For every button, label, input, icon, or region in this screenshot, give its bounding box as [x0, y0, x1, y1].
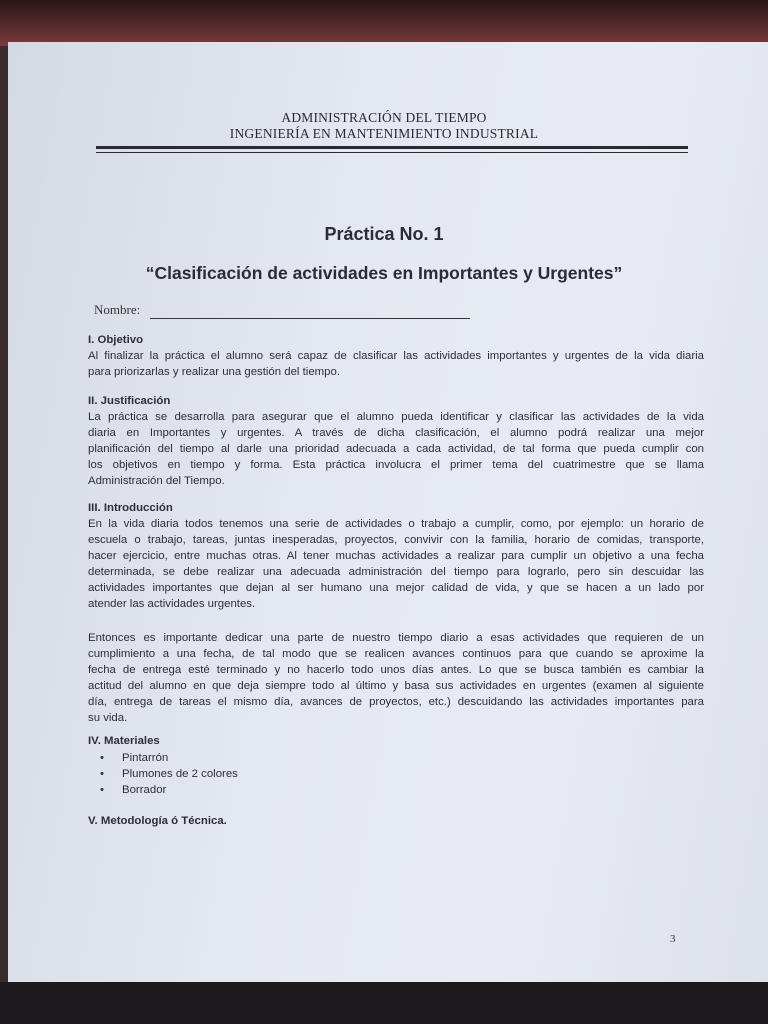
text-line: cumplimiento a una fecha, de tal modo que se realicen avances continuos para que cuando se aproxime la [88, 648, 704, 660]
header-rule-thin [96, 152, 688, 153]
bullet-icon: • [100, 752, 104, 764]
section-materiales [88, 733, 704, 749]
text-line: hacer ejercicio, entre muchas otras. Al tener muchas actividades a realizar para cumplir un objetivo a una fecha [88, 550, 704, 562]
text-line: Entonces es importante dedicar una parte de nuestro tiempo diario a esas actividades que requieren de un [88, 632, 704, 644]
photo-background-top [0, 0, 768, 46]
text-line: su vida. [88, 712, 128, 724]
text-line: determinada, se debe realizar una adecuada administración del tiempo para lograrlo, pero sin descuidar las [88, 566, 704, 578]
name-blank-line[interactable] [150, 318, 470, 319]
header-line-1: ADMINISTRACIÓN DEL TIEMPO [281, 110, 487, 125]
section-heading: V. Metodología ó Técnica. [88, 815, 227, 827]
text-line: planificación del tiempo al darle una prioridad adecuada a cada actividad, de tal forma que pueda cumplir con [88, 443, 704, 455]
section-objetivo [88, 332, 704, 380]
photo-background-bottom [0, 982, 768, 1024]
text-line: para priorizarlas y realizar una gestión del tiempo. [88, 366, 340, 378]
text-line: diaria en Importantes y urgentes. A través de dicha clasificación, el alumno podrá realizar una mejor [88, 427, 704, 439]
text-line: Administración del Tiempo. [88, 475, 225, 487]
section-heading: I. Objetivo [88, 334, 144, 346]
section-justificacion [88, 393, 704, 489]
text-line: los objetivos en tiempo y forma. Esta práctica involucra el primer tema del cuatrimestre que se llama [88, 459, 704, 471]
name-label: Nombre: [94, 302, 141, 317]
text-line: actitud del alumno en que deja siempre todo al último y basa sus actividades en urgentes (examen al siguiente [88, 680, 704, 692]
text-line: día, entrega de tareas el mismo día, avances de proyectos, etc.) descuidando las actividades importantes para [88, 696, 704, 708]
practice-title: Práctica No. 1 [324, 224, 444, 244]
section-heading: III. Introducción [88, 502, 173, 514]
section-heading: II. Justificación [88, 395, 171, 407]
section-metodologia [88, 813, 704, 829]
list-item: • Plumones de 2 colores [100, 768, 238, 780]
section-introduccion [88, 500, 704, 726]
text-line: fecha de entrega esté terminado y no hacerlo todo unos días antes. Lo que se busca también es cambiar la [88, 664, 704, 676]
practice-subtitle: “Clasificación de actividades en Importantes y Urgentes” [145, 263, 623, 283]
text-line: atender las actividades urgentes. [88, 598, 256, 610]
text-line: actividades importantes que dejan al ser humano una mejor calidad de vida, y que se hacen a un lado por [88, 582, 704, 594]
header-line-2: INGENIERÍA EN MANTENIMIENTO INDUSTRIAL [229, 126, 539, 141]
text-line: En la vida diaria todos tenemos una serie de actividades o trabajo a cumplir, como, por ejemplo: un horario de [88, 518, 704, 530]
bullet-icon: • [100, 784, 104, 796]
section-heading: IV. Materiales [88, 735, 160, 747]
list-item: • Borrador [100, 784, 167, 796]
header-rule-thick [96, 146, 688, 149]
text-line: escuela o trabajo, tareas, juntas inesperadas, proyectos, convivir con la familia, horario de comidas, transporte, [88, 534, 704, 546]
page-number: 3 [670, 933, 676, 945]
list-item: • Pintarrón [100, 752, 169, 764]
bullet-icon: • [100, 768, 104, 780]
text-line: La práctica se desarrolla para asegurar que el alumno pueda identificar y clasificar las actividades de la vida [88, 411, 704, 423]
text-line: Al finalizar la práctica el alumno será capaz de clasificar las actividades importantes y urgentes de la vida diaria [88, 350, 704, 362]
